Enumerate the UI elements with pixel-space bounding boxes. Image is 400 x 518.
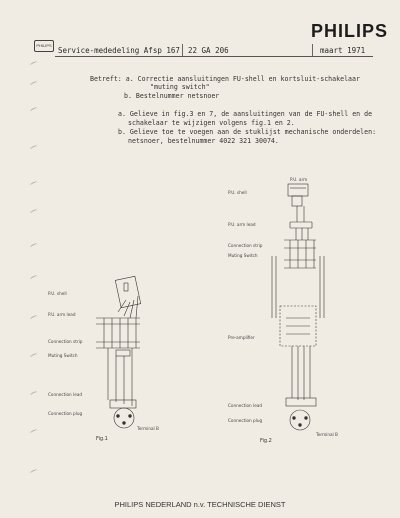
body-line: b. Gelieve toe te voegen aan de stuklijst mechanische onderdelen: (118, 128, 377, 136)
fig1-label: Terminal B (137, 426, 159, 431)
fig2-diagram (272, 184, 324, 430)
fig2-label: Pre-amplifier (228, 335, 255, 340)
body-line: b. Bestelnummer netsnoer (124, 92, 220, 100)
fig2-caption: Fig.2 (260, 438, 272, 444)
fig1-label: P.U. shell (48, 291, 67, 296)
fig2-label: Terminal B (316, 432, 338, 437)
body-line: schakelaar te wijzigen volgens fig.1 en 2. (128, 119, 295, 127)
fig2-label: P.U. arm (290, 177, 308, 182)
fig2-label: P.U. arm lead (228, 222, 256, 227)
body-line: a. Gelieve in fig.3 en 7, de aansluitingen van de FU-shell en de (118, 110, 373, 118)
brand-wordmark: PHILIPS (311, 21, 389, 41)
fig1-label: Connection strip (48, 339, 83, 344)
fig2-label: P.U. shell (228, 190, 247, 195)
fig1-label: Connection plug (48, 411, 83, 416)
fig1-label: P.U. arm lead (48, 312, 76, 317)
fig1-caption: Fig.1 (96, 436, 108, 442)
body-line: "muting switch" (150, 83, 210, 91)
fig2-label: Muting Switch (228, 253, 258, 258)
fig1-label: Muting Switch (48, 353, 78, 358)
bulletin-date: maart 1971 (320, 46, 366, 55)
body-line: netsnoer, bestelnummer 4022 321 30074. (128, 137, 279, 145)
fig1-diagram (96, 276, 141, 428)
footer-text: PHILIPS NEDERLAND n.v. TECHNISCHE DIENST (114, 500, 286, 509)
fig1-label: Connection lead (48, 392, 82, 397)
bulletin-code: 22 GA 206 (188, 46, 229, 55)
fig2-label: Connection plug (228, 418, 263, 423)
fig2-label: Connection strip (228, 243, 263, 248)
fig2-label: Connection lead (228, 403, 262, 408)
bulletin-title: Service-mededeling Afsp 167 (58, 46, 180, 55)
philips-logo-icon: PHILIPS (34, 40, 54, 52)
body-line: Betreft: a. Correctie aansluitingen FU-shell en kortsluit-schakelaar (90, 75, 360, 83)
